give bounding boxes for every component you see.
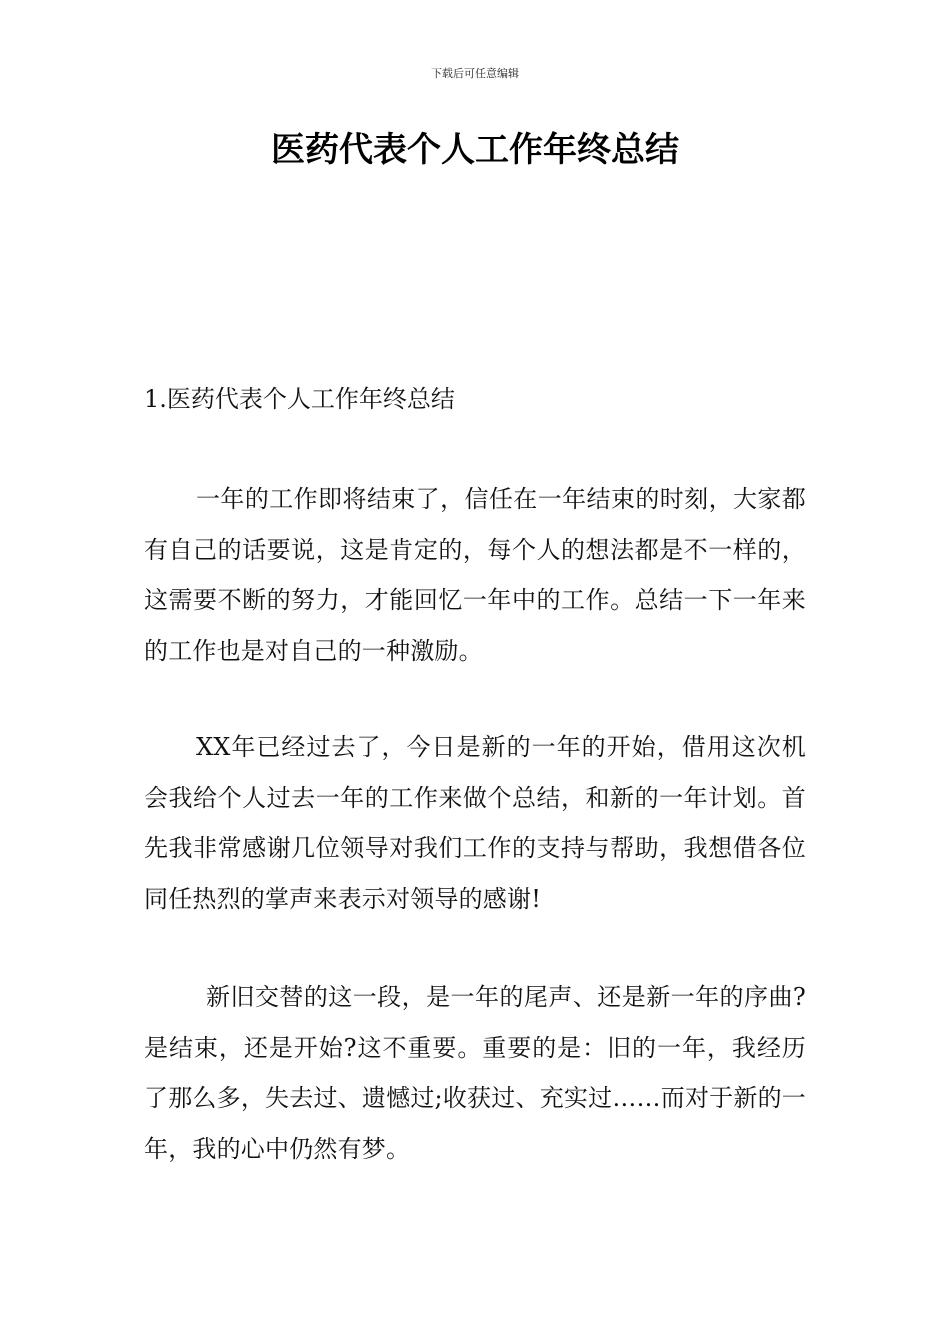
section-heading: 1.医药代表个人工作年终总结 — [144, 385, 455, 413]
paragraph-2: XX年已经过去了，今日是新的一年的开始，借用这次机会我给个人过去一年的工作来做个总结，和新的一年计划。首先我非常感谢几位领导对我们工作的支持与帮助，我想借各位同任热烈的掌声来表示对领导的感谢! — [144, 733, 806, 913]
paragraph-1: 一年的工作即将结束了，信任在一年结束的时刻，大家都有自己的话要说，这是肯定的，每个人的想法都是不一样的，这需要不断的努力，才能回忆一年中的工作。总结一下一年来的工作也是对自己的一种激励。 — [144, 485, 806, 665]
paragraph-3: 新旧交替的这一段，是一年的尾声、还是新一年的序曲?是结束，还是开始?这不重要。重要的是：旧的一年，我经历了那么多，失去过、遗憾过;收获过、充实过……而对于新的一年，我的心中仍然有梦。 — [144, 983, 806, 1163]
document-title: 医药代表个人工作年终总结 — [271, 130, 679, 170]
header-note: 下载后可任意编辑 — [431, 67, 519, 80]
